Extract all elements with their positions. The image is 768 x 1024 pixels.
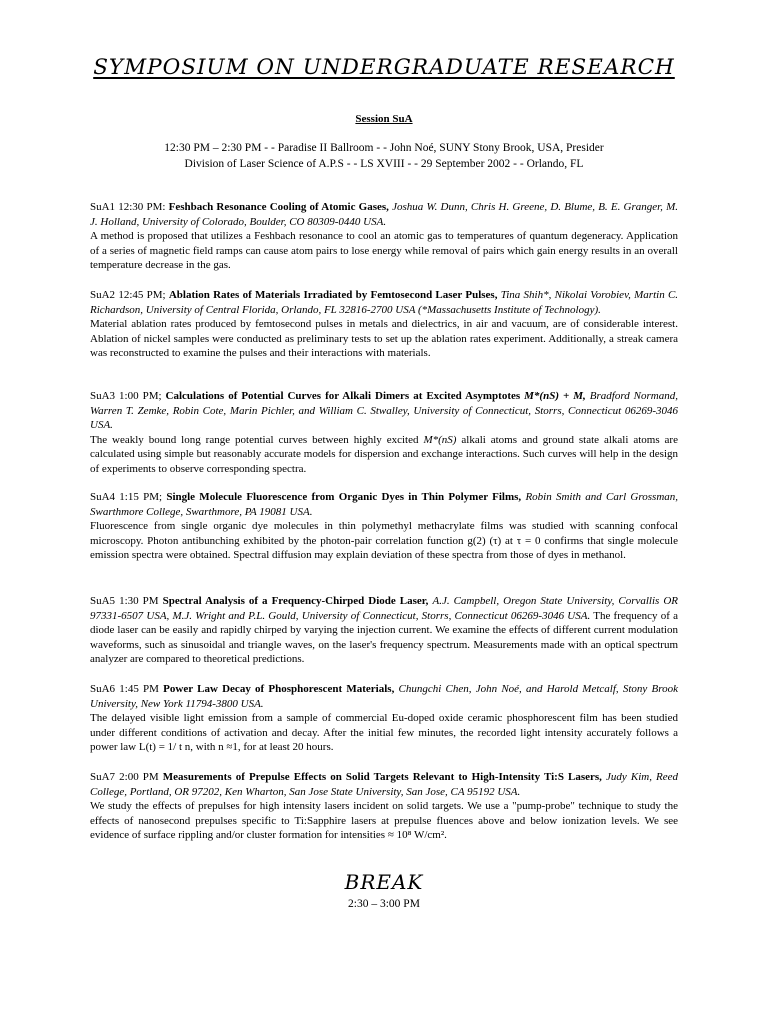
session-label: Session SuA [355,113,413,125]
abstract-body: We study the effects of prepulses for high intensity lasers incident on solid targets. We use a "pump-probe" technique to study the effects of nanosecond prepulses specific to Ti:Sapphire lasers at prepulse fluences above and below ionization levels. We see evidence of surface rippling and/or cluster formation for intensities ≈ 10⁸ W/cm². [90,800,678,842]
abstract-body: Fluorescence from single organic dye molecules in thin polymethyl methacrylate films was studied with scanning confocal microscopy. Photon antibunching exhibited by the photon-pair correlation function g(2) (τ) at τ = 0 confirms that single molecule emission spectra were obtained. Spectral diffusion may explain deviation of these spectra from those of dyes in methanol. [90,520,678,562]
abstract-sua1 [90,200,678,273]
abstract-code: SuA2 12:45 PM; [90,289,166,301]
abstract-authors: Chungchi Chen, John Noé, and Harold Metcalf, Stony Brook University, New York 11794-3800 USA. [90,683,678,710]
abstract-body: Material ablation rates produced by femtosecond pulses in metals and dielectrics, in air and vacuum, are of considerable interest. Ablation of nickel samples were conducted as preliminary tests to set up the ablation rates experiment. Additionally, a streak camera was reconstructed to examine the pulses and their interactions with materials. [90,318,678,360]
abstract-title: Measurements of Prepulse Effects on Solid Targets Relevant to High-Intensity Ti:S Lasers, [162,771,602,783]
abstract-authors: Tina Shih*, Nikolai Vorobiev, Martin C. Richardson, University of Central Florida, Orlando, FL 32816-2700 USA (*Massachusetts Institute of Technology). [90,289,679,316]
abstract-authors: A.J. Campbell, Oregon State University, Corvallis OR 97331-6507 USA, M.J. Wright and P.L. Gould, University of Connecticut, Storrs, Connecticut 06269-3046 USA. [90,595,678,622]
abstract-title: Feshbach Resonance Cooling of Atomic Gases, [168,201,389,213]
session-header [90,140,678,172]
abstract-authors: Judy Kim, Reed College, Portland, OR 97202, Ken Wharton, San Jose State University, San Jose, CA 95192 USA. [90,771,679,798]
break-time: 2:30 – 3:00 PM [348,898,420,910]
abstract-title: Ablation Rates of Materials Irradiated by Femtosecond Laser Pulses, [168,289,498,301]
abstract-sua5 [90,594,678,667]
page-title: SYMPOSIUM ON UNDERGRADUATE RESEARCH [93,55,675,80]
abstract-code: SuA6 1:45 PM [90,683,159,695]
abstract-sua2 [90,288,678,361]
abstract-sua7 [90,770,678,843]
abstract-sua3 [90,389,678,477]
abstract-code: SuA4 1:15 PM; [90,491,163,503]
session-division: Division of Laser Science of A.P.S - - LS XVIII - - 29 September 2002 - - Orlando, FL [184,158,584,170]
abstract-sua6 [90,682,678,755]
abstract-authors: Joshua W. Dunn, Chris H. Greene, D. Blume, B. E. Granger, M. J. Holland, University of Colorado, Boulder, CO 80309-0440 USA. [90,201,679,228]
abstract-authors: Robin Smith and Carl Grossman, Swarthmore College, Swarthmore, PA 19081 USA. [90,491,679,518]
abstract-title: Calculations of Potential Curves for Alkali Dimers at Excited Asymptotes [165,390,521,402]
abstract-body: The delayed visible light emission from a sample of commercial Eu-doped oxide ceramic phosphorescent film has been studied under different conditions of activation and decay. After the initial few minutes, the recorded light intensity accurately follows a power law L(t) = 1/ t n, with n ≈1, for at least 20 hours. [90,712,678,754]
abstract-title: Single Molecule Fluorescence from Organic Dyes in Thin Polymer Films, [166,491,522,503]
abstract-title: Spectral Analysis of a Frequency-Chirped Diode Laser, [162,595,429,607]
abstract-code: SuA3 1:00 PM; [90,390,162,402]
abstract-code: SuA1 12:30 PM: [90,201,166,213]
abstract-code: SuA7 2:00 PM [90,771,159,783]
abstract-body: alkali atoms and ground state alkali atoms are calculated using simple but reasonably accurate models for dispersion and exchange interactions. Such curves will help in the design of experiments to observe corresponding spectra. [90,433,678,475]
abstract-body-pre: The weakly bound long range potential curves between highly excited [90,433,419,446]
abstract-sua4 [90,490,678,563]
abstract-code: SuA5 1:30 PM [90,595,159,607]
abstract-body-symbol: M*(nS) [423,433,457,446]
abstract-title: Power Law Decay of Phosphorescent Materials, [163,683,395,695]
session-time-location: 12:30 PM – 2:30 PM - - Paradise II Ballroom - - John Noé, SUNY Stony Brook, USA, Presider [164,142,604,154]
abstract-body: A method is proposed that utilizes a Feshbach resonance to cool an atomic gas to temperatures of quantum degeneracy. Application of a series of magnetic field ramps can cause atom pairs to lose energy while removal of pairs which gain energy results in an overall temperature decrease in the gas. [90,230,678,272]
abstract-body: The frequency of a diode laser can be easily and rapidly chirped by varying the injection current. We examine the effects of different current modulation waveforms, such as sinusoidal and triangle waves, on the laser's frequency spectrum. Measurements made with an optical spectrum analyzer are compared to theoretical predictions. [90,609,678,666]
abstract-title-symbol: M*(nS) + M, [524,390,586,402]
abstract-authors: Bradford Normand, Warren T. Zemke, Robin Cote, Marin Pichler, and William C. Stwalley, University of Connecticut, Storrs, Connecticut 06269-3046 USA. [90,390,678,432]
break-heading: BREAK [344,870,424,894]
